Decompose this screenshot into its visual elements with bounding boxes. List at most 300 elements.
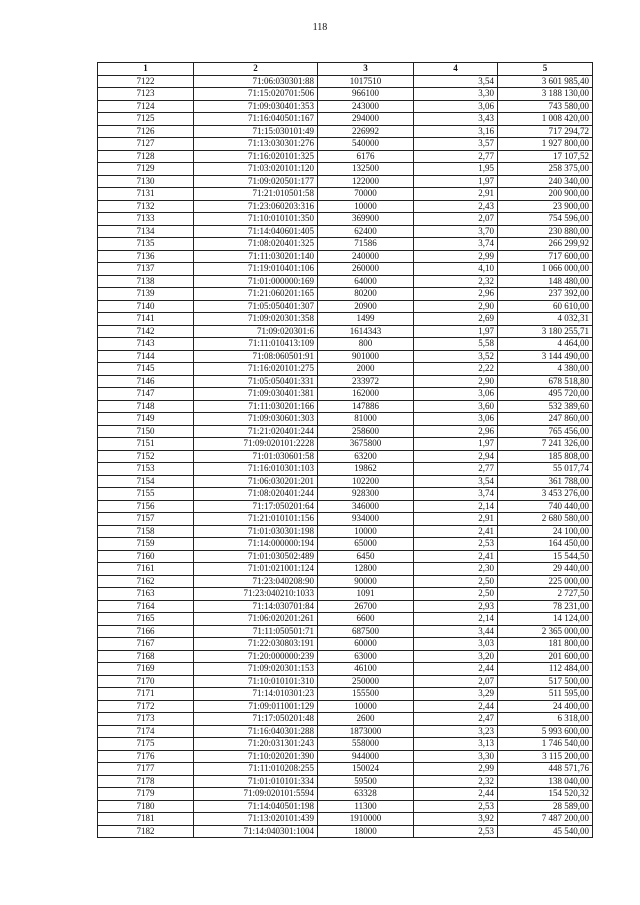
table-row [98,188,593,201]
value-cell: 23 900,00 [498,200,593,213]
cadastral-number-cell: 71:15:030101:49 [194,125,318,138]
rate-cell: 2,50 [414,588,498,601]
rate-cell: 3,30 [414,750,498,763]
table-row [98,575,593,588]
value-cell: 247 860,00 [498,413,593,426]
value-cell: 60 610,00 [498,300,593,313]
rate-cell: 2,77 [414,463,498,476]
row-number-cell: 7142 [98,325,194,338]
rate-cell: 2,14 [414,500,498,513]
table-row [98,225,593,238]
rate-cell: 2,96 [414,425,498,438]
row-number-cell: 7165 [98,613,194,626]
row-number-cell: 7132 [98,200,194,213]
row-number-cell: 7133 [98,213,194,226]
cadastral-number-cell: 71:06:030301:88 [194,75,318,88]
area-cell: 226992 [318,125,414,138]
value-cell: 55 017,74 [498,463,593,476]
table-row [98,288,593,301]
cadastral-number-cell: 71:09:020501:177 [194,175,318,188]
value-cell: 448 571,76 [498,763,593,776]
table-row [98,563,593,576]
row-number-cell: 7176 [98,750,194,763]
value-cell: 4 464,00 [498,338,593,351]
row-number-cell: 7161 [98,563,194,576]
table-row [98,200,593,213]
row-number-cell: 7178 [98,775,194,788]
area-cell: 966100 [318,88,414,101]
cadastral-number-cell: 71:01:010101:334 [194,775,318,788]
area-cell: 800 [318,338,414,351]
area-cell: 258600 [318,425,414,438]
value-cell: 266 299,92 [498,238,593,251]
cadastral-number-cell: 71:23:040210:1033 [194,588,318,601]
row-number-cell: 7123 [98,88,194,101]
cadastral-number-cell: 71:10:010101:350 [194,213,318,226]
cadastral-number-cell: 71:09:011001:129 [194,700,318,713]
rate-cell: 3,03 [414,638,498,651]
row-number-cell: 7166 [98,625,194,638]
table-row [98,450,593,463]
cadastral-number-cell: 71:01:030502:489 [194,550,318,563]
area-cell: 62400 [318,225,414,238]
table-row [98,300,593,313]
cadastral-number-cell: 71:21:010501:58 [194,188,318,201]
value-cell: 181 800,00 [498,638,593,651]
row-number-cell: 7127 [98,138,194,151]
table-row [98,500,593,513]
row-number-cell: 7136 [98,250,194,263]
row-number-cell: 7149 [98,413,194,426]
area-cell: 64000 [318,275,414,288]
area-cell: 102200 [318,475,414,488]
area-cell: 10000 [318,200,414,213]
table-row [98,725,593,738]
value-cell: 2 365 000,00 [498,625,593,638]
value-cell: 225 000,00 [498,575,593,588]
rate-cell: 3,06 [414,100,498,113]
area-cell: 687500 [318,625,414,638]
value-cell: 1 066 000,00 [498,263,593,276]
table-row [98,713,593,726]
table-row [98,625,593,638]
value-cell: 3 188 130,00 [498,88,593,101]
cadastral-number-cell: 71:09:020301:6 [194,325,318,338]
value-cell: 765 456,00 [498,425,593,438]
value-cell: 240 340,00 [498,175,593,188]
area-cell: 6176 [318,150,414,163]
data-table [97,62,593,838]
rate-cell: 2,44 [414,663,498,676]
cadastral-number-cell: 71:08:060501:91 [194,350,318,363]
rate-cell: 3,13 [414,738,498,751]
area-cell: 944000 [318,750,414,763]
cadastral-number-cell: 71:09:020301:358 [194,313,318,326]
cadastral-number-cell: 71:09:030401:381 [194,388,318,401]
table-row [98,538,593,551]
row-number-cell: 7147 [98,388,194,401]
cadastral-number-cell: 71:09:020301:153 [194,663,318,676]
value-cell: 112 484,00 [498,663,593,676]
row-number-cell: 7150 [98,425,194,438]
area-cell: 1873000 [318,725,414,738]
rate-cell: 3,74 [414,238,498,251]
rate-cell: 2,99 [414,763,498,776]
area-cell: 46100 [318,663,414,676]
area-cell: 250000 [318,675,414,688]
value-cell: 138 040,00 [498,775,593,788]
column-header-4: 4 [414,63,498,76]
cadastral-number-cell: 71:16:010301:103 [194,463,318,476]
value-cell: 15 544,50 [498,550,593,563]
value-cell: 230 880,00 [498,225,593,238]
area-cell: 2000 [318,363,414,376]
rate-cell: 2,53 [414,538,498,551]
cadastral-number-cell: 71:22:030803:191 [194,638,318,651]
rate-cell: 2,41 [414,525,498,538]
cadastral-number-cell: 71:17:050201:48 [194,713,318,726]
table-row [98,613,593,626]
rate-cell: 2,47 [414,713,498,726]
table-row [98,763,593,776]
cadastral-number-cell: 71:14:040501:198 [194,800,318,813]
row-number-cell: 7181 [98,813,194,826]
table-row [98,400,593,413]
area-cell: 65000 [318,538,414,551]
table-row [98,350,593,363]
cadastral-number-cell: 71:10:010101:310 [194,675,318,688]
area-cell: 6600 [318,613,414,626]
cadastral-number-cell: 71:01:030301:198 [194,525,318,538]
rate-cell: 2,41 [414,550,498,563]
table-row [98,263,593,276]
rate-cell: 3,43 [414,113,498,126]
area-cell: 11300 [318,800,414,813]
cadastral-number-cell: 71:20:000000:239 [194,650,318,663]
cadastral-number-cell: 71:13:030301:276 [194,138,318,151]
rate-cell: 1,97 [414,438,498,451]
area-cell: 540000 [318,138,414,151]
table-row [98,825,593,838]
table-row [98,150,593,163]
table-row [98,425,593,438]
value-cell: 3 601 985,40 [498,75,593,88]
rate-cell: 3,54 [414,475,498,488]
row-number-cell: 7126 [98,125,194,138]
value-cell: 201 600,00 [498,650,593,663]
table-row [98,275,593,288]
row-number-cell: 7157 [98,513,194,526]
column-header-1: 1 [98,63,194,76]
area-cell: 59500 [318,775,414,788]
row-number-cell: 7145 [98,363,194,376]
row-number-cell: 7171 [98,688,194,701]
area-cell: 20900 [318,300,414,313]
value-cell: 258 375,00 [498,163,593,176]
area-cell: 346000 [318,500,414,513]
rate-cell: 2,96 [414,288,498,301]
area-cell: 1091 [318,588,414,601]
cadastral-number-cell: 71:11:010208:255 [194,763,318,776]
cadastral-number-cell: 71:10:020201:390 [194,750,318,763]
row-number-cell: 7144 [98,350,194,363]
table-row [98,363,593,376]
row-number-cell: 7179 [98,788,194,801]
area-cell: 2600 [318,713,414,726]
value-cell: 3 115 200,00 [498,750,593,763]
table-row [98,663,593,676]
cadastral-number-cell: 71:05:050401:331 [194,375,318,388]
area-cell: 18000 [318,825,414,838]
area-cell: 1499 [318,313,414,326]
area-cell: 132500 [318,163,414,176]
cadastral-number-cell: 71:14:040601:405 [194,225,318,238]
area-cell: 233972 [318,375,414,388]
rate-cell: 2,69 [414,313,498,326]
cadastral-number-cell: 71:23:040208:90 [194,575,318,588]
rate-cell: 3,23 [414,725,498,738]
row-number-cell: 7160 [98,550,194,563]
table-row [98,463,593,476]
row-number-cell: 7154 [98,475,194,488]
area-cell: 162000 [318,388,414,401]
cadastral-number-cell: 71:23:060203:316 [194,200,318,213]
table-row [98,138,593,151]
row-number-cell: 7129 [98,163,194,176]
area-cell: 240000 [318,250,414,263]
row-number-cell: 7141 [98,313,194,326]
row-number-cell: 7158 [98,525,194,538]
value-cell: 2 680 580,00 [498,513,593,526]
cadastral-number-cell: 71:01:021001:124 [194,563,318,576]
table-row [98,388,593,401]
row-number-cell: 7155 [98,488,194,501]
row-number-cell: 7152 [98,450,194,463]
rate-cell: 2,93 [414,600,498,613]
row-number-cell: 7138 [98,275,194,288]
area-cell: 70000 [318,188,414,201]
table-row [98,475,593,488]
row-number-cell: 7146 [98,375,194,388]
cadastral-number-cell: 71:16:020101:275 [194,363,318,376]
table-row [98,163,593,176]
value-cell: 4 032,31 [498,313,593,326]
table-row [98,788,593,801]
rate-cell: 2,44 [414,700,498,713]
rate-cell: 2,99 [414,250,498,263]
cadastral-number-cell: 71:14:000000:194 [194,538,318,551]
cadastral-number-cell: 71:01:000000:169 [194,275,318,288]
rate-cell: 3,70 [414,225,498,238]
cadastral-number-cell: 71:09:020101:5594 [194,788,318,801]
rate-cell: 5,58 [414,338,498,351]
cadastral-number-cell: 71:11:030201:166 [194,400,318,413]
page-number: 118 [312,22,328,33]
row-number-cell: 7139 [98,288,194,301]
table-row [98,550,593,563]
value-cell: 28 589,00 [498,800,593,813]
cadastral-number-cell: 71:21:060201:165 [194,288,318,301]
value-cell: 717 294,72 [498,125,593,138]
row-number-cell: 7174 [98,725,194,738]
table-row [98,250,593,263]
row-number-cell: 7172 [98,700,194,713]
row-number-cell: 7159 [98,538,194,551]
value-cell: 164 450,00 [498,538,593,551]
value-cell: 24 400,00 [498,700,593,713]
value-cell: 78 231,00 [498,600,593,613]
value-cell: 532 389,60 [498,400,593,413]
row-number-cell: 7177 [98,763,194,776]
table-row [98,325,593,338]
cadastral-number-cell: 71:09:020101:2228 [194,438,318,451]
area-cell: 6450 [318,550,414,563]
table-row [98,738,593,751]
cadastral-number-cell: 71:15:020701:506 [194,88,318,101]
table-body [98,75,593,838]
row-number-cell: 7124 [98,100,194,113]
row-number-cell: 7180 [98,800,194,813]
cadastral-number-cell: 71:19:010401:106 [194,263,318,276]
table-row [98,100,593,113]
table-row [98,675,593,688]
rate-cell: 2,50 [414,575,498,588]
table-row [98,238,593,251]
rate-cell: 3,20 [414,650,498,663]
area-cell: 90000 [318,575,414,588]
table-row [98,75,593,88]
table-row [98,525,593,538]
cadastral-number-cell: 71:06:030201:201 [194,475,318,488]
rate-cell: 2,30 [414,563,498,576]
row-number-cell: 7182 [98,825,194,838]
row-number-cell: 7151 [98,438,194,451]
value-cell: 45 540,00 [498,825,593,838]
area-cell: 10000 [318,700,414,713]
area-cell: 558000 [318,738,414,751]
value-cell: 185 808,00 [498,450,593,463]
row-number-cell: 7130 [98,175,194,188]
rate-cell: 4,10 [414,263,498,276]
rate-cell: 1,97 [414,325,498,338]
cadastral-number-cell: 71:20:031301:243 [194,738,318,751]
value-cell: 3 144 490,00 [498,350,593,363]
rate-cell: 3,06 [414,413,498,426]
rate-cell: 2,91 [414,513,498,526]
row-number-cell: 7128 [98,150,194,163]
rate-cell: 3,30 [414,88,498,101]
cadastral-number-cell: 71:16:040501:167 [194,113,318,126]
value-cell: 495 720,00 [498,388,593,401]
area-cell: 26700 [318,600,414,613]
cadastral-number-cell: 71:21:010101:156 [194,513,318,526]
table-row [98,700,593,713]
value-cell: 154 520,32 [498,788,593,801]
area-cell: 150024 [318,763,414,776]
row-number-cell: 7164 [98,600,194,613]
table-row [98,375,593,388]
value-cell: 7 487 200,00 [498,813,593,826]
value-cell: 1 746 540,00 [498,738,593,751]
rate-cell: 2,94 [414,450,498,463]
table-row [98,338,593,351]
value-cell: 5 993 600,00 [498,725,593,738]
rate-cell: 2,91 [414,188,498,201]
row-number-cell: 7163 [98,588,194,601]
table-row [98,213,593,226]
cadastral-number-cell: 71:11:010413:109 [194,338,318,351]
cadastral-number-cell: 71:17:050201:64 [194,500,318,513]
cadastral-number-cell: 71:08:020401:325 [194,238,318,251]
row-number-cell: 7173 [98,713,194,726]
cadastral-number-cell: 71:09:030601:303 [194,413,318,426]
cadastral-number-cell: 71:14:030701:84 [194,600,318,613]
value-cell: 2 727,50 [498,588,593,601]
table-row [98,413,593,426]
area-cell: 3675800 [318,438,414,451]
rate-cell: 2,43 [414,200,498,213]
row-number-cell: 7125 [98,113,194,126]
rate-cell: 3,74 [414,488,498,501]
value-cell: 743 580,00 [498,100,593,113]
area-cell: 1910000 [318,813,414,826]
cadastral-number-cell: 71:14:040301:1004 [194,825,318,838]
rate-cell: 2,44 [414,788,498,801]
row-number-cell: 7135 [98,238,194,251]
row-number-cell: 7170 [98,675,194,688]
value-cell: 7 241 326,00 [498,438,593,451]
area-cell: 122000 [318,175,414,188]
cadastral-number-cell: 71:05:050401:307 [194,300,318,313]
row-number-cell: 7156 [98,500,194,513]
row-number-cell: 7148 [98,400,194,413]
row-number-cell: 7168 [98,650,194,663]
value-cell: 17 107,52 [498,150,593,163]
table-row [98,650,593,663]
value-cell: 200 900,00 [498,188,593,201]
area-cell: 80200 [318,288,414,301]
table-row [98,813,593,826]
rate-cell: 3,44 [414,625,498,638]
value-cell: 4 380,00 [498,363,593,376]
table-row [98,438,593,451]
cadastral-number-cell: 71:03:020101:120 [194,163,318,176]
rate-cell: 2,90 [414,375,498,388]
rate-cell: 3,29 [414,688,498,701]
table-row [98,488,593,501]
area-cell: 63200 [318,450,414,463]
table-row [98,175,593,188]
value-cell: 1 008 420,00 [498,113,593,126]
area-cell: 147886 [318,400,414,413]
rate-cell: 3,57 [414,138,498,151]
area-cell: 155500 [318,688,414,701]
area-cell: 1614343 [318,325,414,338]
cadastral-number-cell: 71:16:040301:288 [194,725,318,738]
row-number-cell: 7153 [98,463,194,476]
table-row [98,688,593,701]
row-number-cell: 7137 [98,263,194,276]
table-row [98,750,593,763]
rate-cell: 2,14 [414,613,498,626]
area-cell: 243000 [318,100,414,113]
row-number-cell: 7162 [98,575,194,588]
value-cell: 3 180 255,71 [498,325,593,338]
value-cell: 29 440,00 [498,563,593,576]
rate-cell: 1,95 [414,163,498,176]
row-number-cell: 7167 [98,638,194,651]
cadastral-number-cell: 71:14:010301:23 [194,688,318,701]
